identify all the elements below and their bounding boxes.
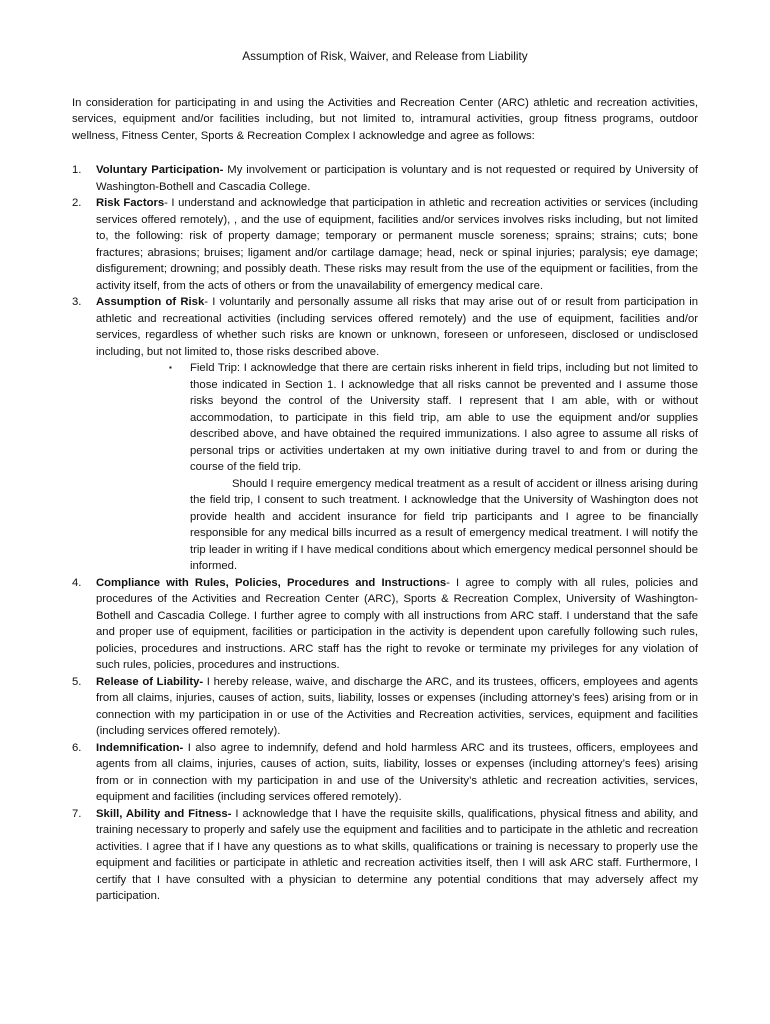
list-item (72, 195, 698, 294)
item-body: I acknowledge that I have the requisite skills, qualifications, physical fitness and ability, and training necessary to properly and safely use the equipment and facilities and to participate in the athletic and recreation activities. I agree that if I have any questions as to what skills, qualifications or training is necessary to properly use the equipment and facilities or participate in athletic and recreation activities itself, then I will ask ARC staff. Furthermore, I certify that I have consulted with a physician to determine any potential conditions that may adversely affect my participation. (96, 807, 698, 902)
item-heading: Risk Factors (96, 197, 165, 209)
list-item (72, 575, 698, 674)
item-body: I hereby release, waive, and discharge the ARC, and its trustees, officers, employees and agents from all claims, injuries, causes of action, suits, liability, losses or expenses (including attorney’s fees) arising from or in connection with my participation in or use of the Activities and Recreation activities, services, equipment and facilities (including services offered remotely). (96, 675, 698, 737)
item-number: 4. (72, 576, 82, 589)
item-heading: Assumption of Risk (96, 296, 205, 308)
item-heading: Release of Liability- (96, 675, 204, 688)
item-body: - I understand and acknowledge that participation in athletic and recreation activities or services (including services offered remotely), , and the use of equipment, facilities and/or services involves risks including, but not limited to, the following: risk of property damage; temporary or permanent muscle soreness; sprains; strains; cuts; bone fractures; abrasions; bruises; ligament and/or cartilage damage; head, neck or spinal injuries; paralysis; eye damage; disfigurement; drowning; and possibly death. These risks may result from the use of the equipment or facilities, from the activity itself, from the acts of others or from the unavailability of emergency medical care. (96, 197, 698, 292)
item-body: - I agree to comply with all rules, policies and procedures of the Activities and Recreation Center (ARC), Sports & Recreation Complex, University of Washington-Bothell and Cascadia College. I further agree to comply with all instructions from ARC staff. I understand that the safe and proper use of equipment, facilities or participation in the activity is dependent upon carefully following such rules, policies, procedures and instructions. ARC staff has the right to revoke or terminate my privileges for any violation of such rules, policies, procedures and instructions. (96, 576, 698, 671)
emergency-treatment-paragraph: Should I require emergency medical treatment as a result of accident or illness arising during the field trip, I consent to such treatment. I acknowledge that the University of Washington does not provide health and accident insurance for field trip participants and I agree to be financially responsible for any medical bills incurred as a result of emergency medical treatment. I will notify the trip leader in writing if I have medical conditions about which emergency medical personnel should be informed. (190, 477, 698, 572)
item-number: 1. (72, 164, 82, 176)
item-number: 3. (72, 296, 82, 308)
item-number: 7. (72, 807, 82, 820)
square-bullet-icon: ▪ (169, 363, 172, 372)
item-number: 2. (72, 197, 82, 209)
terms-list (72, 162, 698, 905)
item-number: 5. (72, 675, 82, 688)
item-body: My involvement or participation is voluntary and is not requested or required by University of Washington-Bothell and Cascadia College. (96, 164, 698, 193)
list-item (72, 294, 698, 575)
document-title: Assumption of Risk, Waiver, and Release from Liability (242, 49, 528, 63)
list-item (72, 674, 698, 740)
item-body: - I voluntarily and personally assume all risks that may arise out of or result from participation in athletic and recreational activities (including services offered remotely) and the use of equipment, facilities and/or services, regardless of whether such risks are known or unknown, foreseen or unforeseen, disclosed or undisclosed including, but not limited to, those risks described above. (96, 296, 699, 358)
item-heading: Skill, Ability and Fitness- (96, 807, 232, 820)
list-item (72, 740, 698, 806)
list-item (72, 806, 698, 905)
field-trip-subsection (166, 360, 698, 575)
list-item (72, 162, 698, 195)
item-heading: Compliance with Rules, Policies, Procedures and Instructions (96, 576, 447, 589)
item-heading: Voluntary Participation- (96, 164, 224, 176)
intro-paragraph: In consideration for participating in and using the Activities and Recreation Center (ARC) athletic and recreation activities, services, equipment and/or facilities including, but not limited to, intramural activities, group fitness programs, outdoor wellness, Fitness Center, Sports & Recreation Complex I acknowledge and agree as follows: (72, 96, 698, 142)
field-trip-paragraph: Field Trip: I acknowledge that there are certain risks inherent in field trips, including but not limited to those indicated in Section 1. I acknowledge that all risks cannot be prevented and I assume those risks beyond the control of the University staff. I represent that I am able, with or without accommodation, to participate in this field trip, am able to use the equipment and/or supplies described above, and have obtained the required immunizations. I also agree to assume all risks of personal trips or activities undertaken at my own initiative during travel to and from or during the course of the field trip. (190, 362, 698, 473)
item-heading: Indemnification- (96, 741, 184, 754)
item-body: I also agree to indemnify, defend and hold harmless ARC and its trustees, officers, employees and agents from all claims, injuries, causes of action, suits, liability, losses or expenses (including attorney’s fees) arising from or in connection with my participation in and use of the University’s athletic and recreation activities, services, equipment and facilities (including services offered remotely). (96, 741, 698, 803)
item-number: 6. (72, 741, 82, 754)
